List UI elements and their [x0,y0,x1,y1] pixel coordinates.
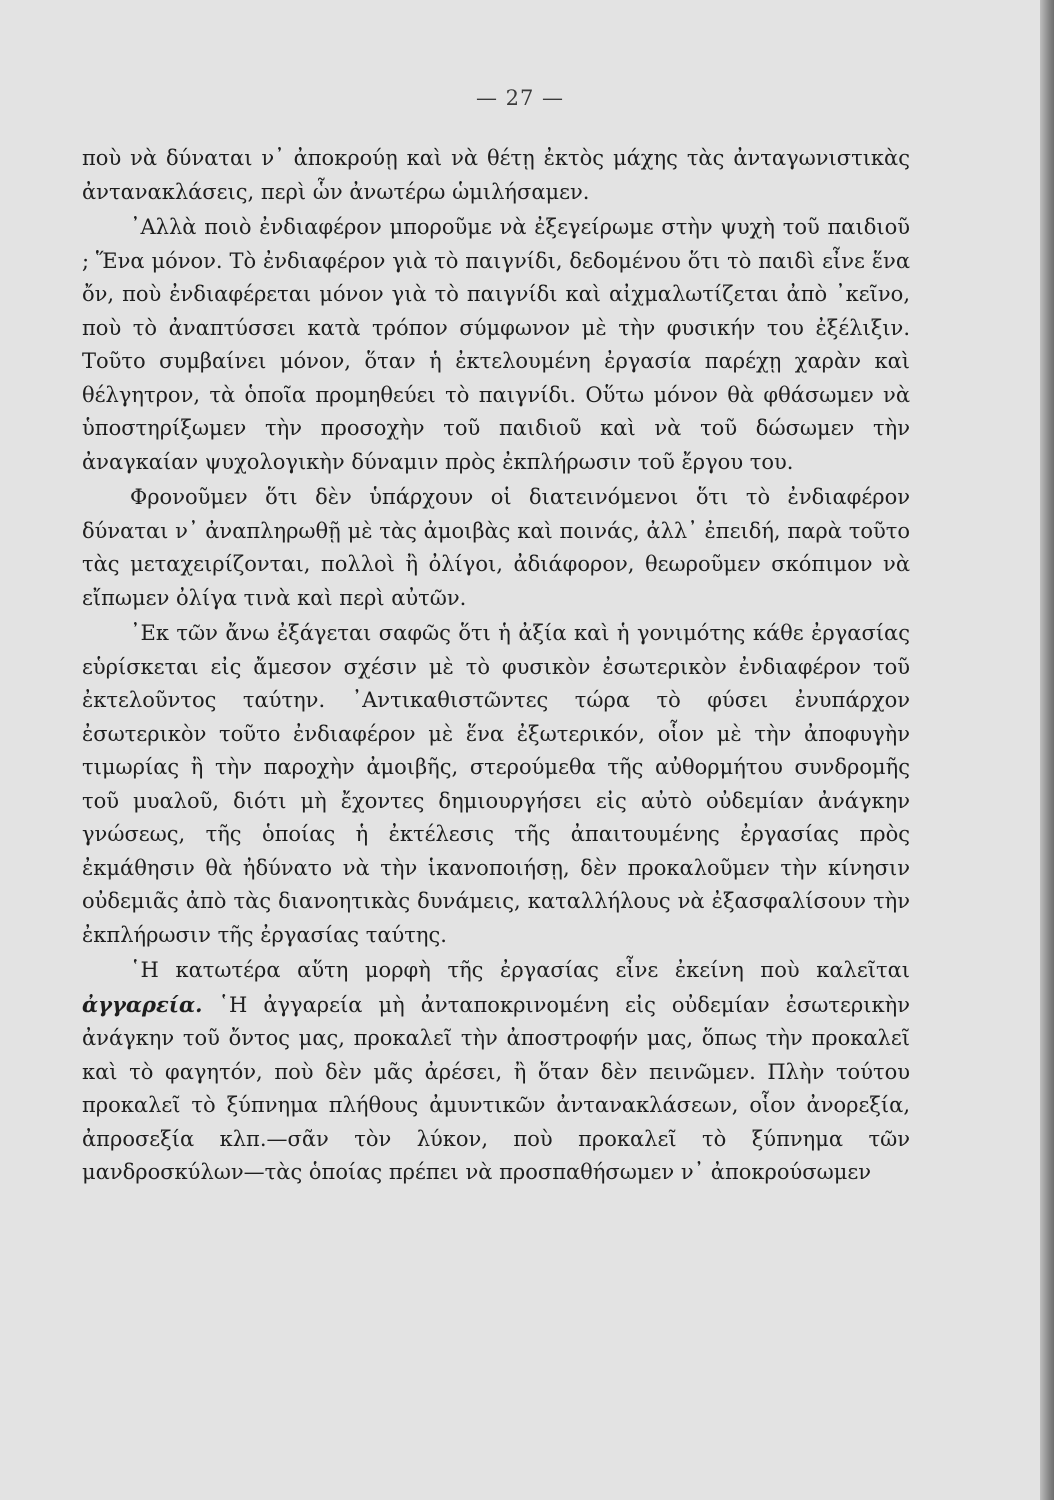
paragraph-angareia-rest: ῾Η ἀγγαρεία μὴ ἀνταποκρινομένη εἰς οὐδεμίαν ἐσωτερικὴν ἀνάγκην τοῦ ὄντος μας, προκαλεῖ τὴν ἀποστροφήν μας, ὅπως τὴν προκαλεῖ καὶ τὸ φαγητόν, ποὺ δὲν μᾶς ἀρέσει, ἢ ὅταν δὲν πεινῶμεν. Πλὴν τούτου προκαλεῖ τὸ ξύπνημα πλήθους ἀμυντικῶν ἀντανακλάσεων, οἷον ἀνορεξία, ἀπροσεξία κλπ.—σᾶν τὸν λύκον, ποὺ προκαλεῖ τὸ ξύπνημα τῶν μανδροσκύλων—τὰς ὁποίας πρέπει νὰ προσπαθήσωμεν ν᾿ ἀποκρούσωμεν [82,992,910,1184]
paragraph-value-of-work: ᾿Εκ τῶν ἄνω ἐξάγεται σαφῶς ὅτι ἡ ἀξία καὶ ἡ γονιμότης κάθε ἐργασίας εὑρίσκεται εἰς ἄμεσον σχέσιν μὲ τὸ φυσικὸν ἐσωτερικὸν ἐνδιαφέρον τοῦ ἐκτελοῦντος ταύτην. ᾿Αντικαθιστῶντες τώρα τὸ φύσει ἐνυπάρχον ἐσωτερικὸν τοῦτο ἐνδιαφέρον μὲ ἕνα ἐξωτερικόν, οἷον μὲ τὴν ἀποφυγὴν τιμωρίας ἢ τὴν παροχὴν ἀμοιβῆς, στερούμεθα τῆς αὐθορμήτου συνδρομῆς τοῦ μυαλοῦ, διότι μὴ ἔχοντες δημιουργήσει εἰς αὐτὸ οὐδεμίαν ἀνάγκην γνώσεως, τῆς ὁποίας ἡ ἐκτέλεσις τῆς ἀπαιτουμένης ἐργασίας πρὸς ἐκμάθησιν θὰ ἠδύνατο νὰ τὴν ἱκανοποιήσῃ, δὲν προκαλοῦμεν τὴν κίνησιν οὐδεμιᾶς ἀπὸ τὰς διανοητικὰς δυνάμεις, καταλλήλους νὰ ἐξασφαλίσουν τὴν ἐκπλήρωσιν τῆς ἐργασίας ταύτης. [82,621,910,947]
paragraph-angareia-intro: ῾Η κατωτέρα αὕτη μορφὴ τῆς ἐργασίας εἶνε ἐκείνη ποὺ καλεῖται [130,958,910,982]
page-number: — 27 — [475,86,565,110]
paragraph-rewards-punishments: Φρονοῦμεν ὅτι δὲν ὑπάρχουν οἱ διατεινόμενοι ὅτι τὸ ἐνδιαφέρον δύναται ν᾿ ἀναπληρωθῇ μὲ τὰς ἀμοιβὰς καὶ ποινάς, ἀλλ᾿ ἐπειδή, παρὰ τοῦτο τὰς μεταχειρίζονται, πολλοὶ ἢ ὀλίγοι, ἀδιάφορον, θεωροῦμεν σκόπιμον νὰ εἴπωμεν ὀλίγα τινὰ καὶ περὶ αὐτῶν. [82,485,910,610]
paragraph-interest: ᾿Αλλὰ ποιὸ ἐνδιαφέρον μποροῦμε νὰ ἐξεγείρωμε στὴν ψυχὴ τοῦ παιδιοῦ ; Ἕνα μόνον. Τὸ ἐνδιαφέρον γιὰ τὸ παιγνίδι, δεδομένου ὅτι τὸ παιδὶ εἶνε ἕνα ὄν, ποὺ ἐνδιαφέρεται μόνον γιὰ τὸ παιγνίδι καὶ αἰχμαλωτίζεται ἀπὸ ᾿κεῖνο, ποὺ τὸ ἀναπτύσσει κατὰ τρόπον σύμφωνον μὲ τὴν φυσικήν του ἐξέλιξιν. Τοῦτο συμβαίνει μόνον, ὅταν ἡ ἐκτελουμένη ἐργασία παρέχῃ χαρὰν καὶ θέλγητρον, τὰ ὁποῖα προμηθεύει τὸ παιγνίδι. Οὕτω μόνον θὰ φθάσωμεν νὰ ὑποστηρίξωμεν τὴν προσοχὴν τοῦ παιδιοῦ καὶ νὰ τοῦ δώσωμεν τὴν ἀναγκαίαν ψυχολογικὴν δύναμιν πρὸς ἐκπλήρωσιν τοῦ ἔργου του. [82,215,910,474]
term-angareia: ἀγγαρεία. [82,991,203,1017]
page-edge-shadow [1040,0,1054,1500]
page-body-text [82,142,910,1190]
paragraph-angareia [82,954,910,1190]
paragraph-continuation: ποὺ νὰ δύναται ν᾿ ἀποκρούῃ καὶ νὰ θέτῃ ἐκτὸς μάχης τὰς ἀνταγωνιστικὰς ἀντανακλάσεις, περὶ ὧν ἀνωτέρω ὡμιλήσαμεν. [82,146,910,204]
